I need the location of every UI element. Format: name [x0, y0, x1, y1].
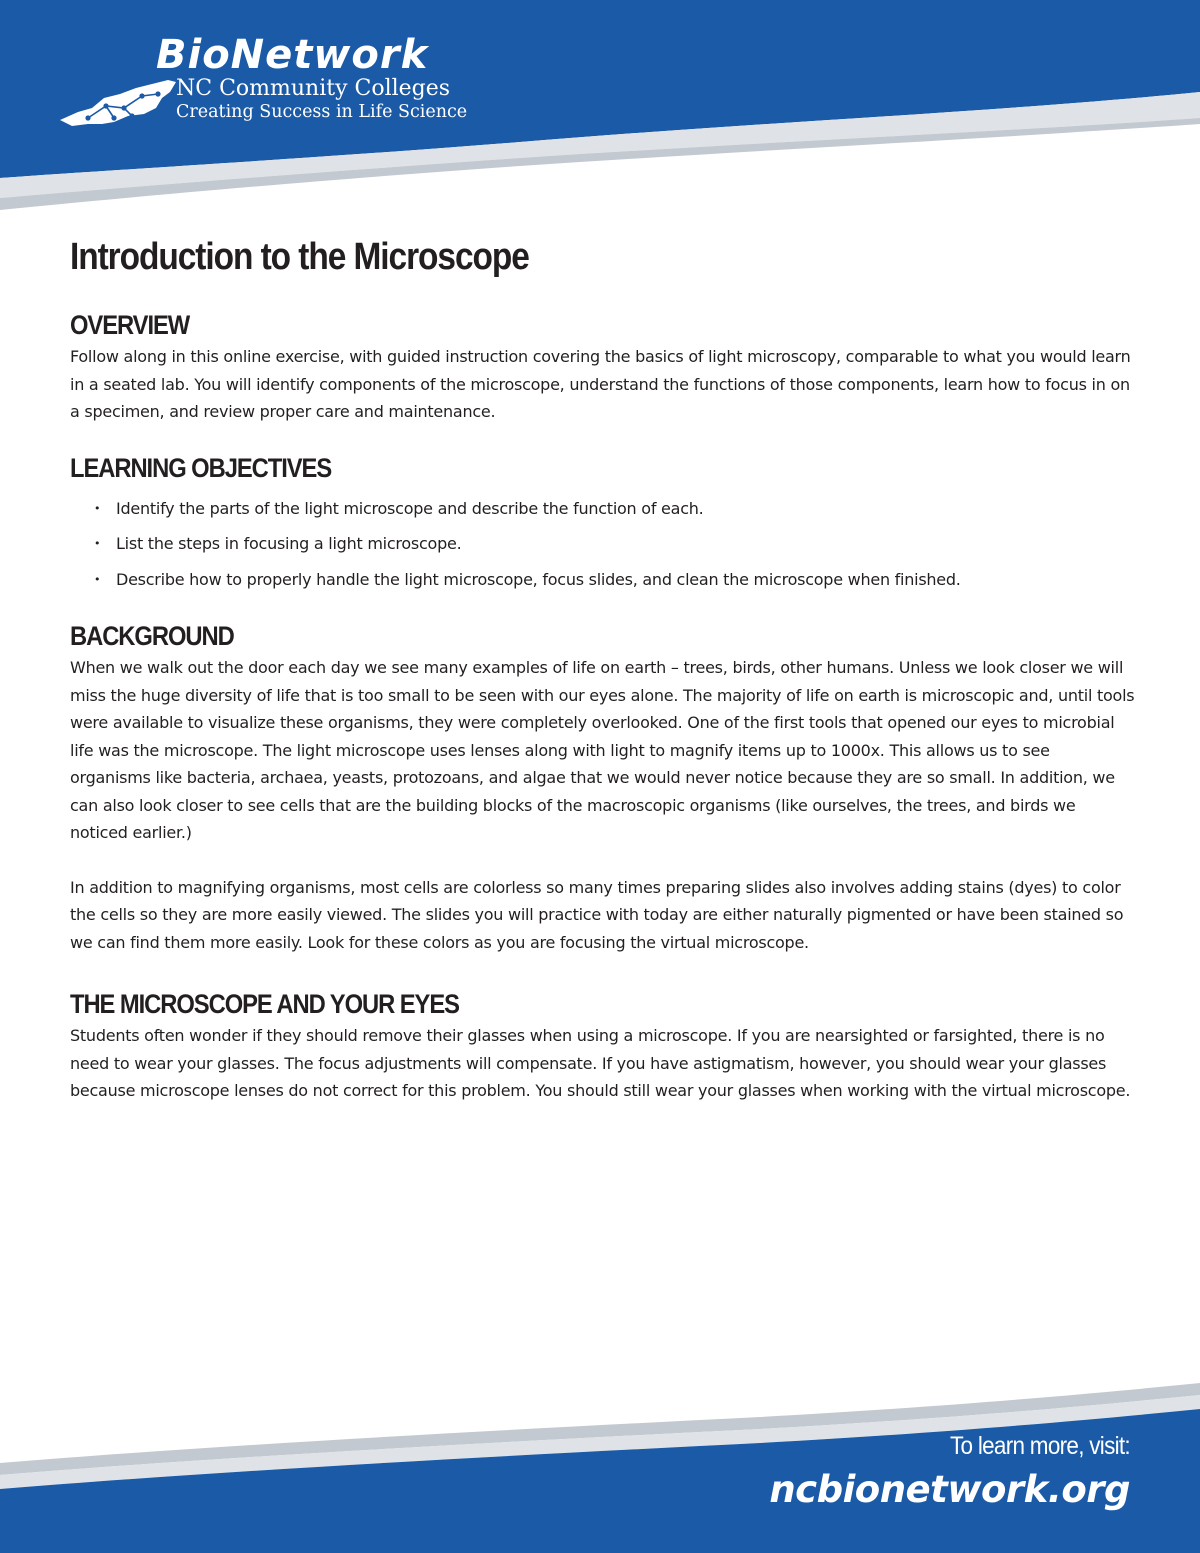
bullet-icon: •: [94, 572, 101, 586]
learning-objectives-section: [70, 453, 1135, 598]
bullet-icon: •: [94, 537, 101, 550]
overview-heading: OVERVIEW: [70, 310, 190, 340]
microscope-eyes-text: Students often wonder if they should remove their glasses when using a microscope. If you are nearsighted or farsighted, there is no need to wear your glasses. The focus adjustments will compensate. If you have astigmatism, however, you should wear your glasses because microscope lenses do not correct for this problem. You should still wear your glasses when working with the virtual microscope.: [70, 1026, 1131, 1100]
list-item: [70, 526, 1135, 562]
list-item: [70, 491, 1135, 527]
bionetwork-logo[interactable]: [58, 32, 498, 128]
page-title: Introduction to the Microscope: [70, 236, 529, 278]
footer-visit-label: To learn more, visit:: [950, 1432, 1130, 1460]
background-paragraph-1: When we walk out the door each day we see many examples of life on earth – trees, birds, other humans. Unless we look closer we will miss the huge diversity of life that is too small to be seen with our eyes alone. The majority of life on earth is microscopic and, until tools were available to visualize these organisms, they were completely overlooked. One of the first tools that opened our eyes to microbial life was the microscope. The light microscope uses lenses along with light to magnify items up to 1000x. This allows us to see organisms like bacteria, archaea, yeasts, protozoans, and algae that we would never notice because they are so small. In addition, we can also look closer to see cells that are the building blocks of the macroscopic organisms (like ourselves, the trees, and birds we noticed earlier.): [70, 658, 1135, 842]
objective-text: Describe how to properly handle the light microscope, focus slides, and clean the microscope when finished.: [116, 569, 961, 589]
brand-wordmark: BioNetwork: [156, 32, 429, 78]
overview-section: [70, 310, 1135, 426]
brand-subtitle: NC Community Colleges: [176, 76, 451, 101]
north-carolina-map-icon: [58, 72, 178, 132]
footer-wave-graphic: [0, 1375, 1200, 1553]
background-heading: BACKGROUND: [70, 621, 234, 651]
bullet-icon: •: [94, 501, 101, 515]
footer-website-link[interactable]: ncbionetwork.org: [769, 1468, 1130, 1511]
brand-tagline: Creating Success in Life Science: [176, 102, 468, 122]
objective-text: List the steps in focusing a light microscope.: [116, 534, 462, 553]
list-item: [70, 562, 1135, 598]
overview-text: Follow along in this online exercise, with guided instruction covering the basics of light microscopy, comparable to what you would learn in a seated lab. You will identify components of the microscope, understand the functions of those components, learn how to focus in on a specimen, and review proper care and maintenance.: [70, 347, 1131, 421]
footer-banner: [0, 1375, 1200, 1553]
objective-text: Identify the parts of the light microscope and describe the function of each.: [116, 498, 704, 518]
objectives-list: [70, 491, 1135, 598]
learning-objectives-heading: LEARNING OBJECTIVES: [70, 452, 332, 483]
document-body: [70, 236, 1135, 1105]
microscope-eyes-section: [70, 989, 1135, 1105]
microscope-eyes-heading: THE MICROSCOPE AND YOUR EYES: [70, 989, 459, 1019]
background-section: [70, 621, 1135, 956]
background-paragraph-2: In addition to magnifying organisms, most cells are colorless so many times preparing slides also involves adding stains (dyes) to color the cells so they are more easily viewed. The slides you will practice with today are either naturally pigmented or have been stained so we can find them more easily. Look for these colors as you are focusing the virtual microscope.: [70, 877, 1124, 952]
